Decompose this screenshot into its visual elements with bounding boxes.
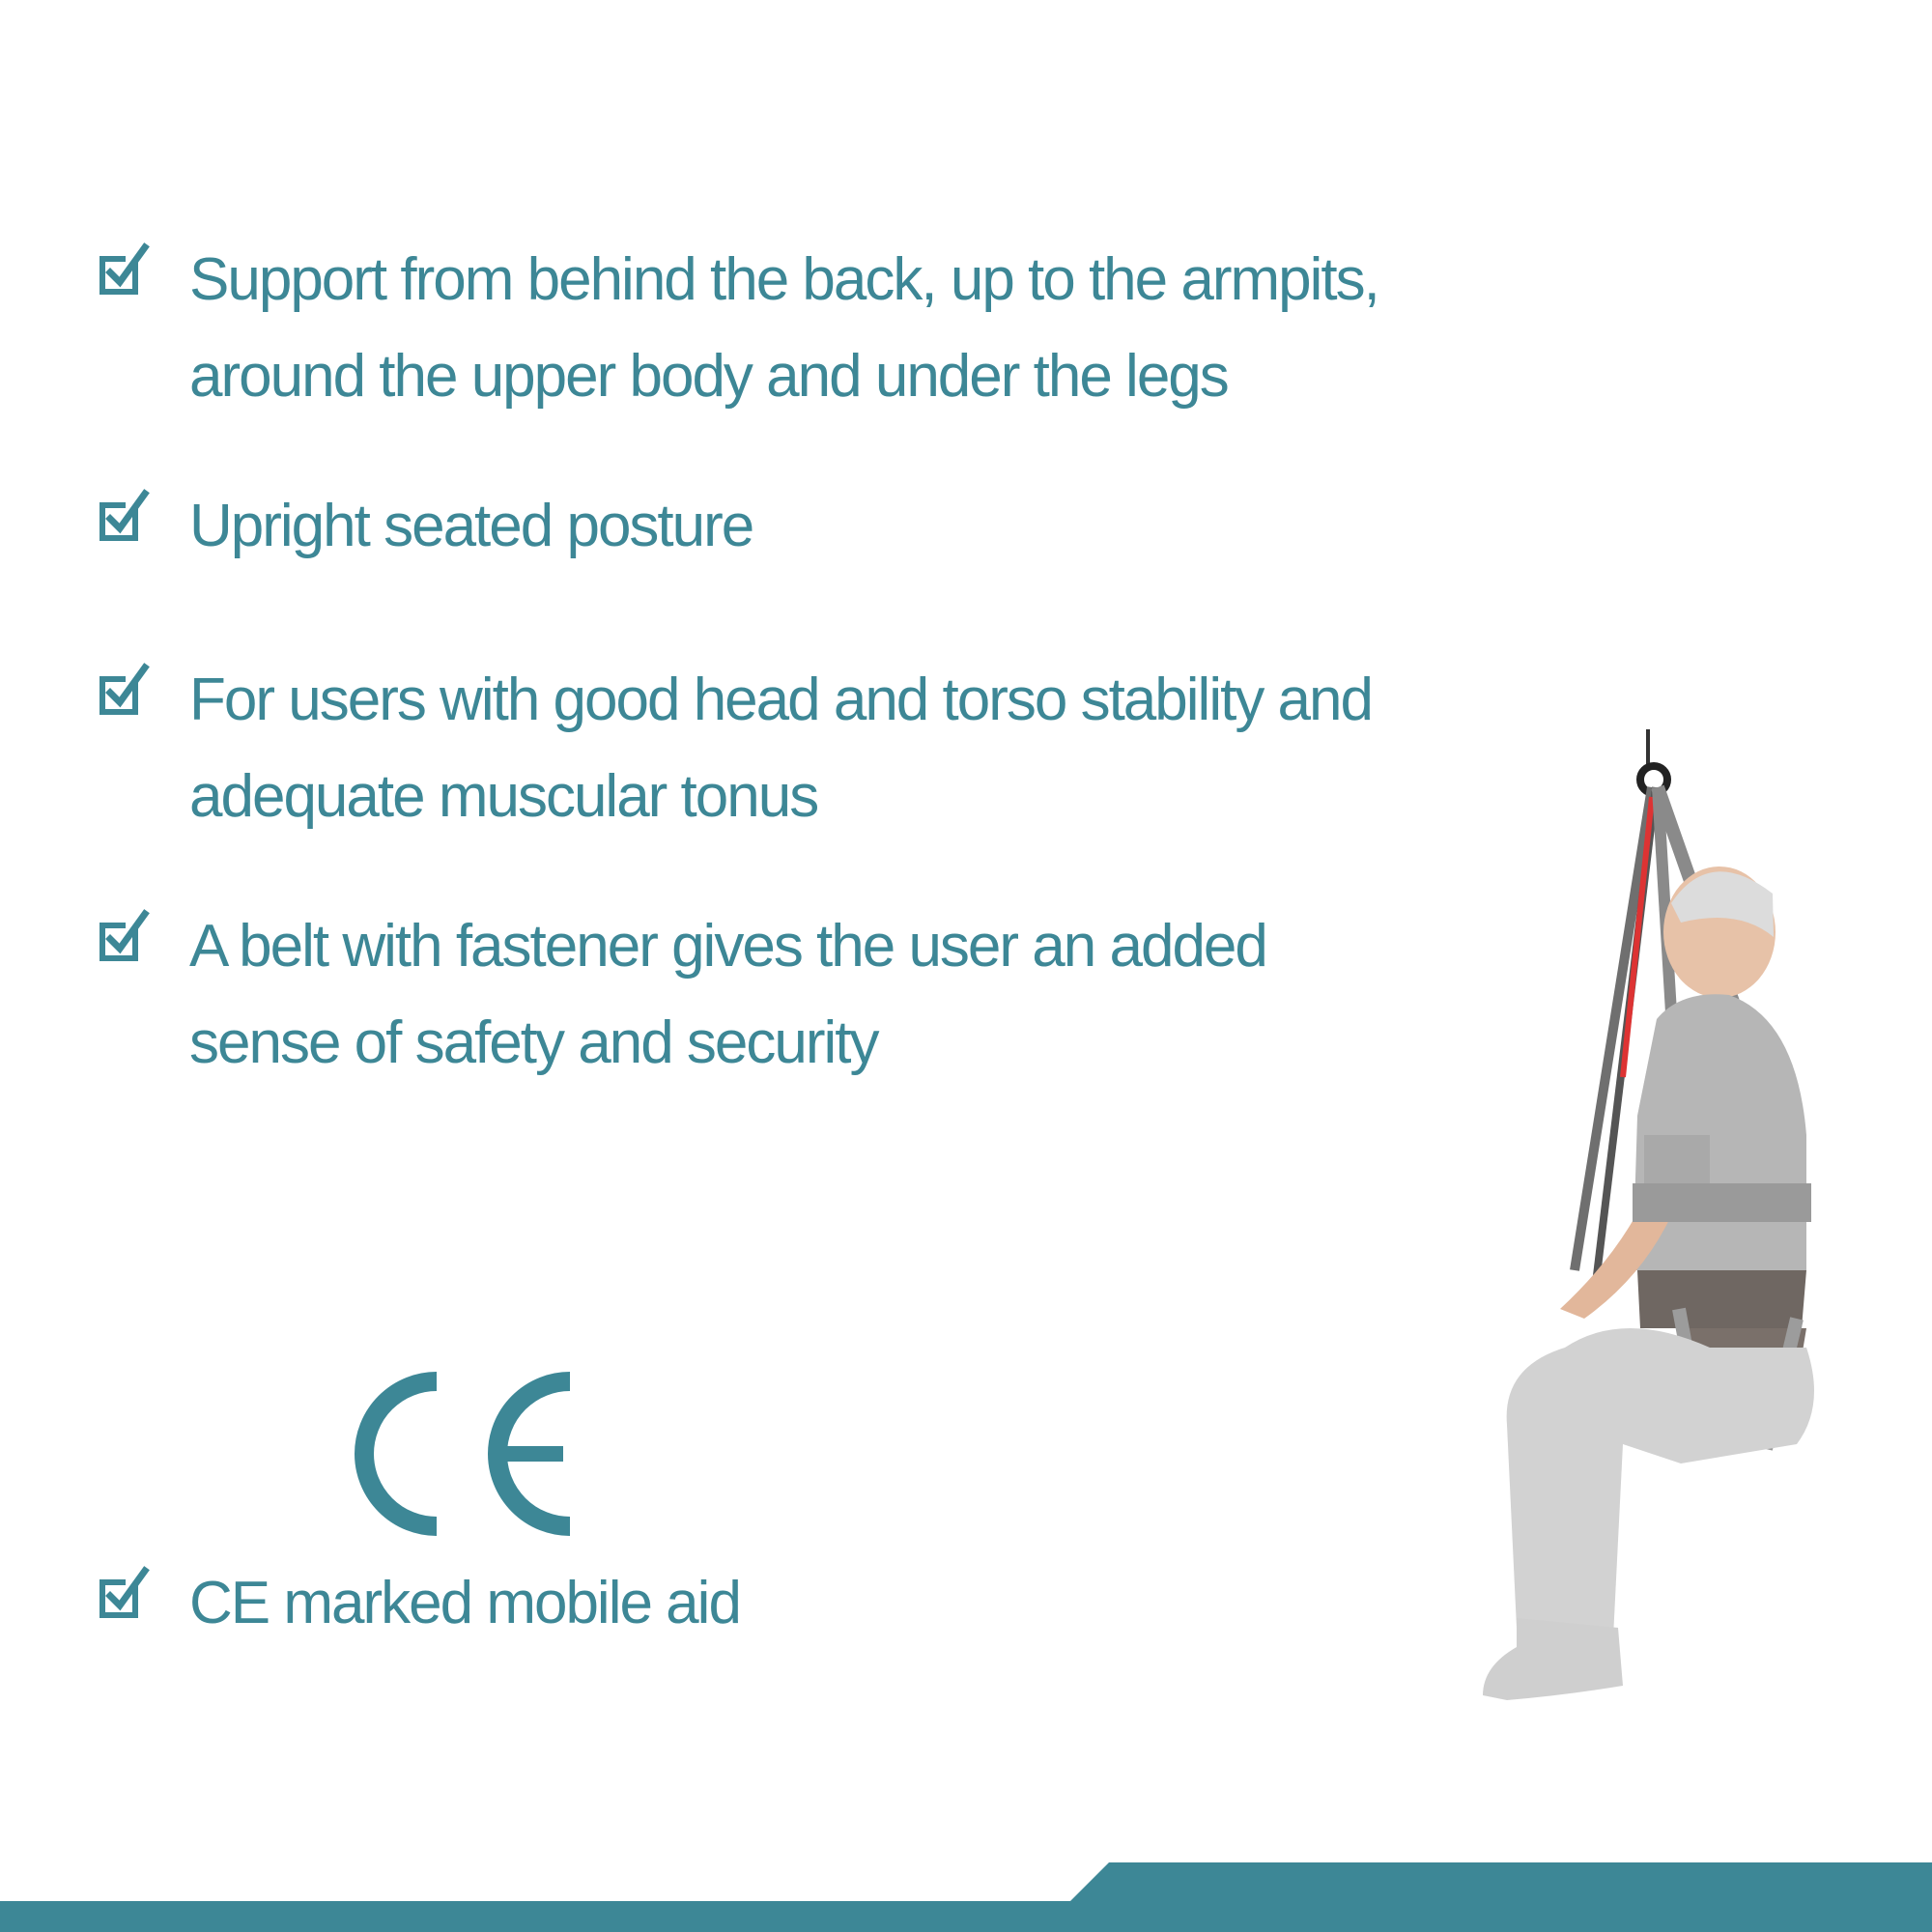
feature-text: Upright seated posture [189, 493, 753, 559]
ce-mark-icon [353, 1372, 575, 1536]
feature-item [97, 478, 1542, 575]
checkbox-checked-icon [97, 908, 151, 966]
feature-text: CE marked mobile aid [189, 1570, 740, 1636]
checkbox-checked-icon [97, 1565, 151, 1623]
feature-item [97, 652, 1542, 845]
feature-text: A belt with fastener gives the user an added sense of safety and security [189, 913, 1266, 1076]
checkbox-checked-icon [97, 662, 151, 720]
checkbox-checked-icon [97, 242, 151, 299]
footer-bar [0, 1862, 1932, 1932]
feature-text: Support from behind the back, up to the armpits, around the upper body and under the legs [189, 246, 1378, 410]
feature-item [97, 1555, 1542, 1652]
product-photo [1391, 729, 1816, 1753]
feature-item [97, 898, 1542, 1092]
feature-text: For users with good head and torso stability and adequate muscular tonus [189, 667, 1372, 830]
feature-item [97, 232, 1542, 425]
checkbox-checked-icon [97, 488, 151, 546]
